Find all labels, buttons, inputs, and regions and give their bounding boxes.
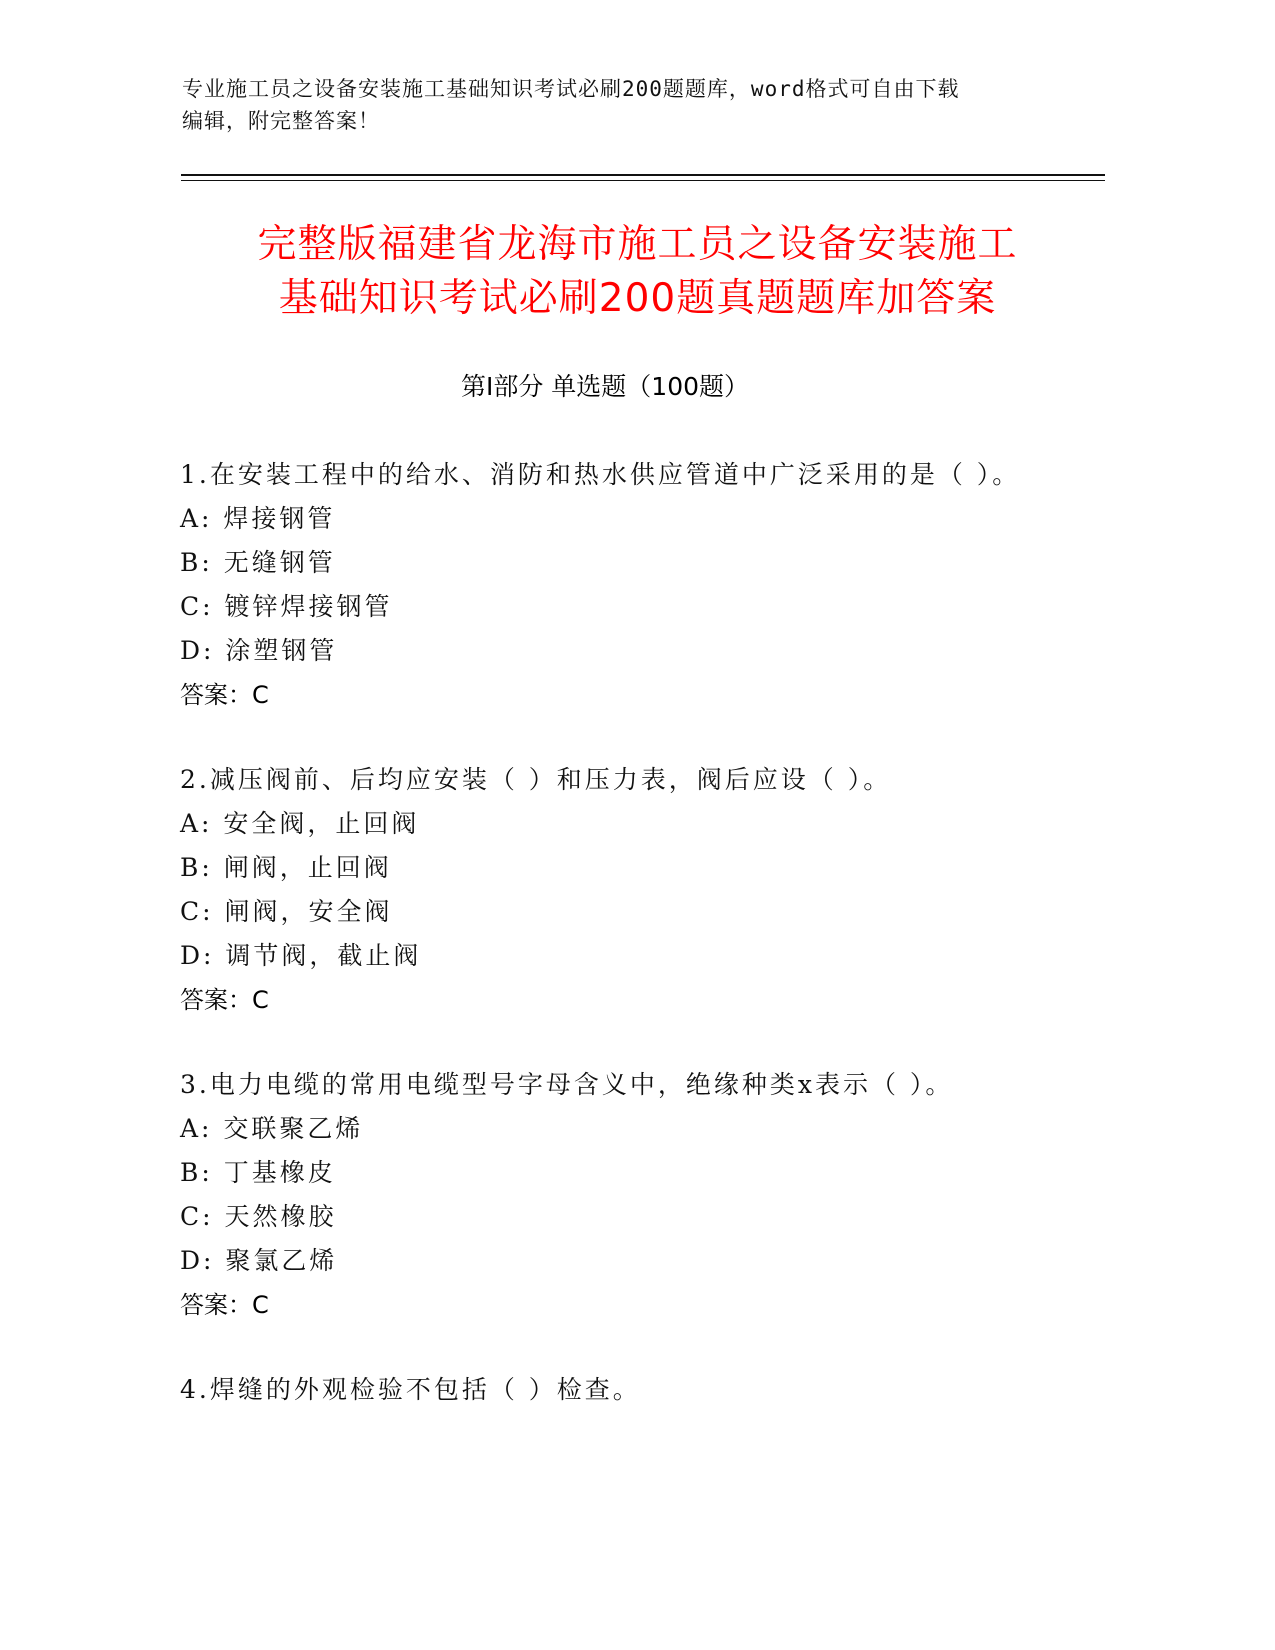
question-1 [180, 453, 1080, 717]
question-stem: 4.焊缝的外观检验不包括（ ）检查。 [180, 1375, 641, 1404]
section-title: 第Ⅰ部分 单选题（100题） [460, 372, 750, 401]
header-note-line-2: 编辑，附完整答案！ [182, 109, 380, 133]
header-divider-thin [181, 180, 1105, 181]
option-c: C: 天然橡胶 [180, 1202, 337, 1231]
option-b: B: 丁基橡皮 [180, 1158, 336, 1187]
question-2 [180, 758, 1080, 1022]
question-stem: 2.减压阀前、后均应安装（ ）和压力表，阀后应设（ ）。 [180, 765, 892, 794]
answer: 答案：C [180, 1291, 269, 1319]
option-a: A: 安全阀，止回阀 [180, 809, 420, 838]
answer: 答案：C [180, 681, 269, 709]
header-divider-thick [181, 174, 1105, 176]
answer: 答案：C [180, 986, 269, 1014]
question-stem: 3.电力电缆的常用电缆型号字母含义中，绝缘种类x表示（ ）。 [180, 1070, 954, 1099]
question-4 [180, 1368, 1080, 1412]
option-a: A: 交联聚乙烯 [180, 1114, 364, 1143]
option-b: B: 闸阀，止回阀 [180, 853, 392, 882]
question-3 [180, 1063, 1080, 1327]
option-d: D: 调节阀，截止阀 [180, 941, 422, 970]
document-title-line-2: 基础知识考试必刷200题真题题库加答案 [278, 276, 997, 321]
option-d: D: 涂塑钢管 [180, 636, 338, 665]
option-a: A: 焊接钢管 [180, 504, 336, 533]
option-d: D: 聚氯乙烯 [180, 1246, 338, 1275]
header-note [182, 73, 1082, 137]
document-title [120, 218, 1155, 326]
option-c: C: 闸阀，安全阀 [180, 897, 393, 926]
document-title-line-1: 完整版福建省龙海市施工员之设备安装施工 [257, 222, 1018, 267]
header-note-line-1: 专业施工员之设备安装施工基础知识考试必刷200题题库，word格式可自由下载 [182, 77, 960, 101]
option-b: B: 无缝钢管 [180, 548, 336, 577]
question-stem: 1.在安装工程中的给水、消防和热水供应管道中广泛采用的是（ ）。 [180, 460, 1021, 489]
option-c: C: 镀锌焊接钢管 [180, 592, 393, 621]
